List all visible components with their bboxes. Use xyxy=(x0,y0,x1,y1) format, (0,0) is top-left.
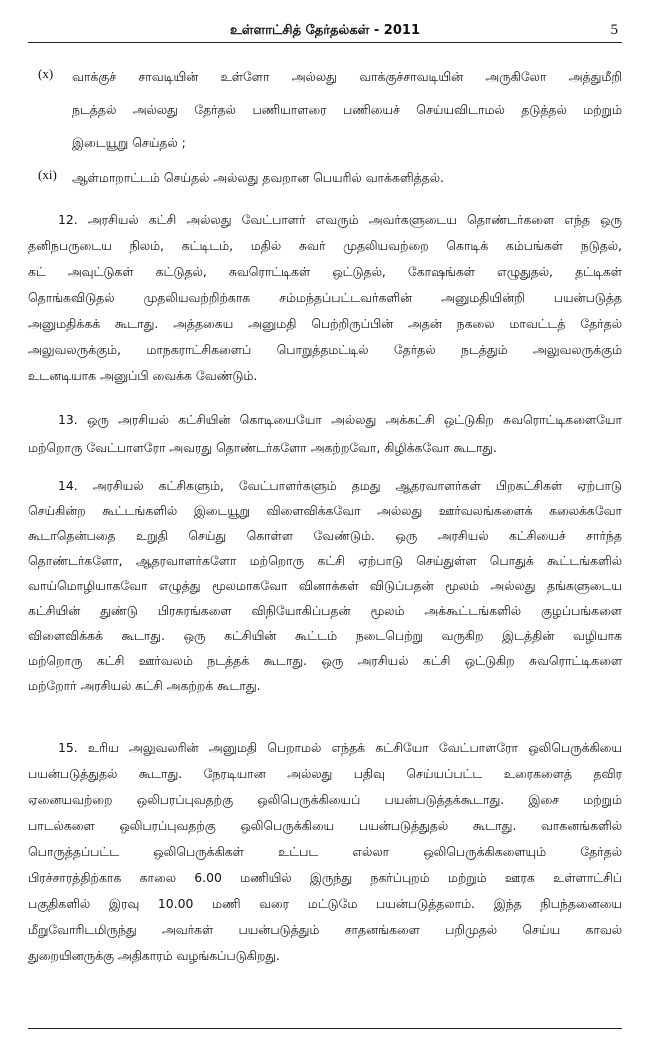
text-line: பயன்படுத்துதல் கூடாது. நேரடியான அல்லது பதிவு செய்யப்பட்ட உரைகளைத் தவிர xyxy=(28,766,622,781)
page-number: 5 xyxy=(610,22,618,38)
text-line: நடத்தல் அல்லது தேர்தல் பணியாளரை பணியைச் செய்யவிடாமல் தடுத்தல் மற்றும் xyxy=(72,102,622,117)
text-line: கூடாதென்பதை உறுதி செய்து கொள்ள வேண்டும். ஒரு அரசியல் கட்சியைச் சார்ந்த xyxy=(28,528,622,543)
text-line: மற்றொரு வேட்பாளரோ அவரது தொண்டர்களோ அகற்றவோ, கிழிக்கவோ கூடாது. xyxy=(28,440,497,455)
text-line: 12. அரசியல் கட்சி அல்லது வேட்பாளர் எவரும் அவர்களுடைய தொண்டர்களை எந்த ஒரு xyxy=(58,212,622,227)
header-title: உள்ளாட்சித் தேர்தல்கள் - 2011 xyxy=(230,23,420,38)
text-line: செய்கின்ற கூட்டங்களில் இடையூறு விளைவிக்கவோ அல்லது ஊர்வலங்களைக் கலைக்கவோ xyxy=(28,503,622,518)
text-line: 13. ஒரு அரசியல் கட்சியின் கொடியையோ அல்லது அக்கட்சி ஒட்டுகிற சுவரொட்டிகளையோ xyxy=(58,412,622,427)
text-line: பகுதிகளில் இரவு 10.00 மணி வரை மட்டுமே பயன்படுத்தலாம். இந்த நிபந்தனையை xyxy=(28,896,622,911)
page-header xyxy=(28,22,622,43)
text-line: வாய்மொழியாகவோ எழுத்து மூலமாகவோ வினாக்கள் விடுப்பதன் மூலம் அல்லது தங்களுடைய xyxy=(28,578,622,593)
text-line: பாடல்களை ஒலிபரப்புவதற்கு ஒலிபெருக்கியை பயன்படுத்துதல் கூடாது. வாகனங்களில் xyxy=(28,818,622,833)
item-marker: (xi) xyxy=(38,167,57,182)
text-line: மற்றோர் அரசியல் கட்சி அகற்றக் கூடாது. xyxy=(28,678,261,693)
text-line: ஏனையவற்றை ஒலிபரப்புவதற்கு ஒலிபெருக்கியைப் பயன்படுத்தக்கூடாது. இசை மற்றும் xyxy=(28,792,622,807)
text-line: கட்சியின் துண்டு பிரசுரங்களை விநியோகிப்பதன் மூலம் அக்கூட்டங்களில் குழப்பங்களை xyxy=(28,603,622,618)
text-line: ஆள்மாறாட்டம் செய்தல் அல்லது தவறான பெயரில் வாக்களித்தல். xyxy=(72,170,444,185)
item-marker: (x) xyxy=(38,66,54,81)
text-line: கட் அவுட்டுகள் கட்டுதல், சுவரொட்டிகள் ஒட்டுதல், கோஷங்கள் எழுதுதல், தட்டிகள் xyxy=(28,264,622,279)
text-line: அனுமதிக்கக் கூடாது. அத்தகைய அனுமதி பெற்றிருப்பின் அதன் நகலை மாவட்டத் தேர்தல் xyxy=(28,316,622,331)
text-line: உடனடியாக அனுப்பி வைக்க வேண்டும். xyxy=(28,368,258,383)
text-line: தொண்டர்களோ, ஆதரவாளர்களோ மற்றொரு கட்சி ஏற்பாடு செய்துள்ள பொதுக் கூட்டங்களில் xyxy=(28,553,622,568)
text-line: பிரச்சாரத்திற்காக காலை 6.00 மணியில் இருந்து நகர்ப்புறம் மற்றும் ஊரக உள்ளாட்சிப் xyxy=(28,870,622,885)
footer-divider xyxy=(28,1028,622,1029)
text-line: துறையினருக்கு அதிகாரம் வழங்கப்படுகிறது. xyxy=(28,948,280,963)
text-line: விளைவிக்கக் கூடாது. ஒரு கட்சியின் கூட்டம் நடைபெற்று வருகிற இடத்தின் வழியாக xyxy=(28,628,622,643)
text-line: 14. அரசியல் கட்சிகளும், வேட்பாளர்களும் தமது ஆதரவாளர்கள் பிறகட்சிகள் ஏற்பாடு xyxy=(58,478,622,493)
text-line: தனிநபருடைய நிலம், கட்டிடம், மதில் சுவர் முதலியவற்றை கொடிக் கம்பங்கள் நடுதல், xyxy=(28,238,622,253)
text-line: 15. உரிய அலுவலரின் அனுமதி பெறாமல் எந்தக் கட்சியோ வேட்பாளரோ ஒலிபெருக்கியை xyxy=(58,740,622,755)
text-line: அலுவலருக்கும், மாநகராட்சிகளைப் பொறுத்தமட்டில் தேர்தல் நடத்தும் அலுவலருக்கும் xyxy=(28,342,622,357)
text-line: பொருத்தப்பட்ட ஒலிபெருக்கிகள் உட்பட எல்லா ஒலிபெருக்கிகளையும் தேர்தல் xyxy=(28,844,622,859)
text-line: தொங்கவிடுதல் முதலியவற்றிற்காக சம்மந்தப்பட்டவர்களின் அனுமதியின்றி பயன்படுத்த xyxy=(28,290,622,305)
text-line: வாக்குச் சாவடியின் உள்ளோ அல்லது வாக்குச்சாவடியின் அருகிலோ அத்துமீறி xyxy=(72,69,622,84)
text-line: மீறுவோரிடமிருந்து அவர்கள் பயன்படுத்தும் சாதனங்களை பறிமுதல் செய்ய காவல் xyxy=(28,922,622,937)
text-line: இடையூறு செய்தல் ; xyxy=(72,135,186,150)
text-line: மற்றொரு கட்சி ஊர்வலம் நடத்தக் கூடாது. ஒரு அரசியல் கட்சி ஒட்டுகிற சுவரொட்டிகளை xyxy=(28,653,622,668)
